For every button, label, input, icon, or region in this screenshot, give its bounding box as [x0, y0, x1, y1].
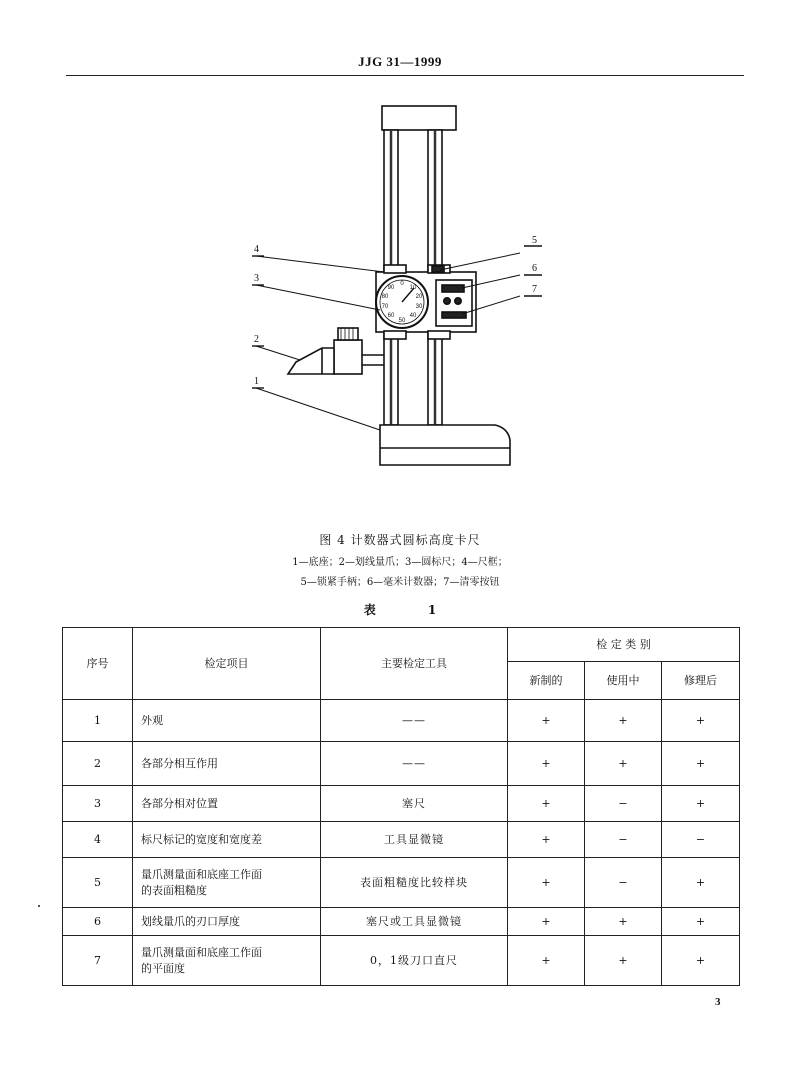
table-row — [63, 700, 740, 742]
callout-5: 5 — [532, 235, 537, 246]
cell-item — [133, 858, 321, 908]
cell-seq: 2 — [63, 742, 133, 786]
document-header: JJG 31—1999 — [358, 54, 442, 69]
cell-tool: 塞尺或工具显微镜 — [321, 908, 508, 936]
cell-item-line-1: 量爪测量面和底座工作面 — [141, 867, 262, 881]
cell-item: 划线量爪的刃口厚度 — [133, 908, 321, 936]
table-row — [63, 858, 740, 908]
table-row — [63, 908, 740, 936]
cell-tool: 工具显微镜 — [321, 822, 508, 858]
dial-num-40: 40 — [409, 313, 417, 319]
header-repaired: 修理后 — [662, 662, 740, 700]
dial-num-90: 90 — [387, 285, 395, 291]
header-in-use: 使用中 — [585, 662, 662, 700]
callout-4: 4 — [254, 244, 259, 255]
cell-repaired: + — [662, 936, 740, 986]
cell-in-use: − — [585, 822, 662, 858]
cell-repaired: + — [662, 786, 740, 822]
callout-1: 1 — [254, 376, 259, 387]
cell-tool: 塞尺 — [321, 786, 508, 822]
callout-6: 6 — [532, 263, 537, 274]
top-cap — [382, 106, 456, 130]
header-seq: 序号 — [63, 628, 133, 700]
counter-window — [442, 285, 464, 292]
dial-num-60: 60 — [387, 313, 395, 319]
cell-repaired: + — [662, 858, 740, 908]
cell-tool: —— — [321, 742, 508, 786]
header-tool: 主要检定工具 — [321, 628, 508, 700]
cell-in-use: + — [585, 742, 662, 786]
cell-item-line-1: 量爪测量面和底座工作面 — [141, 945, 262, 959]
cell-item: 各部分相互作用 — [133, 742, 321, 786]
dial-num-20: 20 — [415, 294, 423, 300]
cell-in-use: + — [585, 700, 662, 742]
cell-new: + — [508, 822, 585, 858]
height-caliper-figure — [0, 0, 800, 520]
figure-legend-line-2: 5—锁紧手柄；6—毫米计数器；7—清零按钮 — [300, 577, 500, 588]
table-row — [63, 822, 740, 858]
cell-tool: 表面粗糙度比较样块 — [321, 858, 508, 908]
cell-new: + — [508, 786, 585, 822]
dial-num-80: 80 — [381, 294, 389, 300]
cell-repaired: − — [662, 822, 740, 858]
cell-repaired: + — [662, 908, 740, 936]
header-new: 新制的 — [508, 662, 585, 700]
cell-seq: 4 — [63, 822, 133, 858]
cell-in-use: − — [585, 858, 662, 908]
page-number: 3 — [715, 996, 721, 1008]
dial-num-50: 50 — [398, 318, 406, 324]
base — [380, 425, 510, 465]
cell-new: + — [508, 700, 585, 742]
cell-item-line-2: 的表面粗糙度 — [141, 883, 207, 897]
lock-knob — [432, 266, 444, 272]
cell-item: 各部分相对位置 — [133, 786, 321, 822]
cell-item-line-2: 的平面度 — [141, 961, 185, 975]
callout-3: 3 — [254, 273, 259, 284]
cell-item: 外观 — [133, 700, 321, 742]
cell-new: + — [508, 858, 585, 908]
cell-item: 标尺标记的宽度和宽度差 — [133, 822, 321, 858]
cell-tool: 0，1级刀口直尺 — [321, 936, 508, 986]
cell-new: + — [508, 742, 585, 786]
scan-speck — [38, 905, 40, 907]
callout-2: 2 — [254, 334, 259, 345]
header-category: 检 定 类 别 — [508, 628, 740, 662]
cell-in-use: + — [585, 908, 662, 936]
table-row — [63, 786, 740, 822]
figure-legend-line-1: 1—底座；2—划线量爪；3—圆标尺；4—尺框； — [292, 557, 508, 568]
cell-seq: 7 — [63, 936, 133, 986]
cell-repaired: + — [662, 700, 740, 742]
table-title: 表 1 — [363, 603, 461, 617]
dial-num-70: 70 — [381, 304, 389, 310]
cell-seq: 3 — [63, 786, 133, 822]
scribing-jaw — [288, 348, 334, 374]
dial-num-30: 30 — [415, 304, 423, 310]
cell-tool: —— — [321, 700, 508, 742]
jaw-block — [334, 340, 362, 374]
table-row — [63, 936, 740, 986]
table-row — [63, 742, 740, 786]
cell-seq: 1 — [63, 700, 133, 742]
cell-seq: 5 — [63, 858, 133, 908]
dial-num-0: 0 — [400, 281, 404, 287]
header-item: 检定项目 — [133, 628, 321, 700]
cell-seq: 6 — [63, 908, 133, 936]
cell-new: + — [508, 908, 585, 936]
dial-num-10: 10 — [409, 285, 417, 291]
cell-item — [133, 936, 321, 986]
cell-in-use: + — [585, 936, 662, 986]
callout-7: 7 — [532, 284, 537, 295]
clear-button — [444, 298, 450, 304]
cell-repaired: + — [662, 742, 740, 786]
figure-caption-title: 图 4 计数器式圆标高度卡尺 — [319, 533, 481, 547]
inspection-table — [62, 627, 740, 986]
cell-in-use: − — [585, 786, 662, 822]
cell-new: + — [508, 936, 585, 986]
